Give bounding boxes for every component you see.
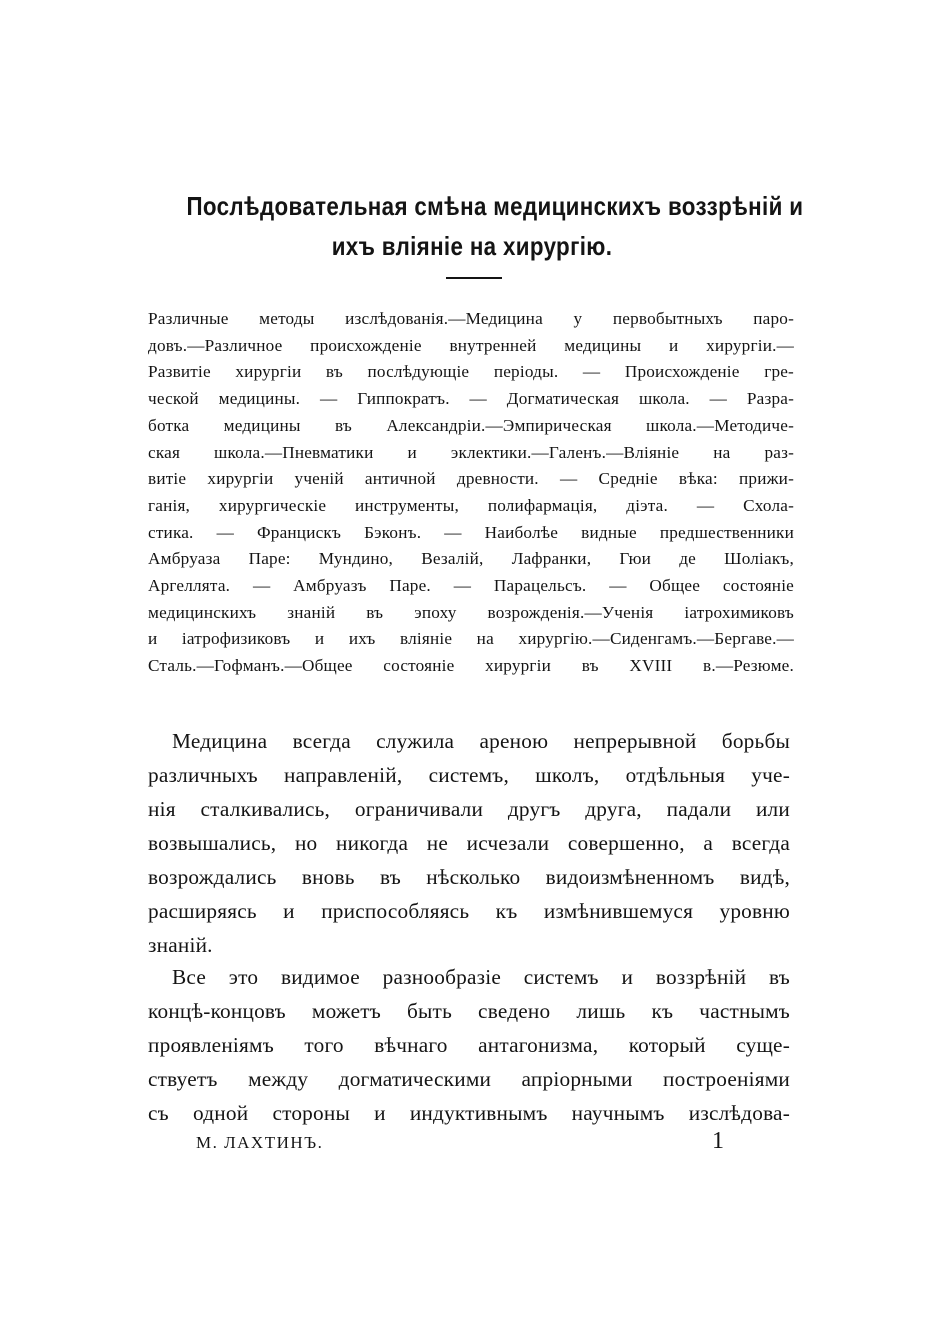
chapter-title-line: ихъ вліяніе на хирургію. — [331, 231, 613, 261]
page-footer — [196, 1128, 736, 1158]
page-number: 1 — [712, 1128, 724, 1154]
paragraph-line: проявленіямъ того вѣчнаго антагонизма, который суще- — [148, 1033, 790, 1057]
paragraph-line: нія сталкивались, ограничивали другъ друга, падали или — [148, 797, 790, 821]
summary-line: ботка медицины въ Александріи.—Эмпирическая школа.—Методиче- — [148, 415, 794, 435]
summary-line: Развитіе хирургіи въ послѣдующіе періоды. — Происхожденіе гре- — [148, 362, 794, 382]
paragraph-line: Все это видимое разнообразіе системъ и воззрѣній въ — [172, 965, 790, 989]
summary-line: ческой медицины. — Гиппократъ. — Догматическая школа. — Разра- — [148, 389, 794, 409]
paragraph-line: съ одной стороны и индуктивнымъ научнымъ изслѣдова- — [148, 1101, 790, 1125]
paragraph-line: возвышались, но никогда не исчезали совершенно, а всегда — [148, 831, 790, 855]
title-divider — [446, 277, 502, 279]
paragraph-line: различныхъ направленій, системъ, школъ, отдѣльныя уче- — [148, 763, 790, 787]
summary-line: Аргеллята. — Амбруазъ Паре. — Парацельсъ. — Общее состояніе — [148, 576, 794, 596]
summary-line: ская школа.—Пневматики и эклектики.—Галенъ.—Вліяніе на раз- — [148, 442, 794, 462]
summary-line: Сталь.—Гофманъ.—Общее состояніе хирургіи въ XVIII в.—Резюме. — [148, 656, 794, 676]
summary-line: ганія, хирургическіе инструменты, полифармація, діэта. — Схола- — [148, 495, 794, 515]
body-paragraph — [148, 960, 790, 1130]
chapter-title-line: Послѣдовательная смѣна медицинскихъ воззрѣній и — [186, 191, 804, 221]
paragraph-line: Медицина всегда служила ареною непрерывной борьбы — [172, 729, 790, 753]
summary-line: Различные методы изслѣдованія.—Медицина у первобытныхъ паро- — [148, 309, 794, 328]
summary-line: медицинскихъ знаній въ эпоху возрожденія.—Ученія іатрохимиковъ — [148, 602, 794, 622]
summary-line: витіе хирургіи ученій античной древности. — Средніе вѣка: прижи- — [148, 469, 794, 489]
paragraph-line: концѣ-концовъ можетъ быть сведено лишь къ частнымъ — [148, 999, 790, 1023]
summary-line: Амбруаза Паре: Мундино, Везалій, Лафранки, Гюи де Шоліакъ, — [148, 549, 794, 569]
paragraph-line: возрождались вновь въ нѣсколько видоизмѣненномъ видѣ, — [148, 865, 790, 889]
paragraph-line: ствуетъ между догматическими апріорными построеніями — [148, 1067, 790, 1091]
footer-author-signature: М. ЛАХТИНЪ. — [196, 1133, 324, 1152]
paragraph-line: знаній. — [148, 933, 213, 957]
summary-line: довъ.—Различное происхожденіе внутренней медицины и хирургіи.— — [148, 335, 794, 355]
summary-line: стика. — Францискъ Бэконъ. — Наиболѣе видные предшественники — [148, 522, 794, 542]
chapter-title — [186, 186, 804, 266]
paragraph-line: расширяясь и приспособляясь къ измѣнившемуся уровню — [148, 899, 790, 923]
body-paragraph — [148, 724, 790, 962]
summary-line: и іатрофизиковъ и ихъ вліяніе на хирургію.—Сиденгамъ.—Бергаве.— — [148, 629, 794, 649]
chapter-summary — [148, 306, 794, 680]
